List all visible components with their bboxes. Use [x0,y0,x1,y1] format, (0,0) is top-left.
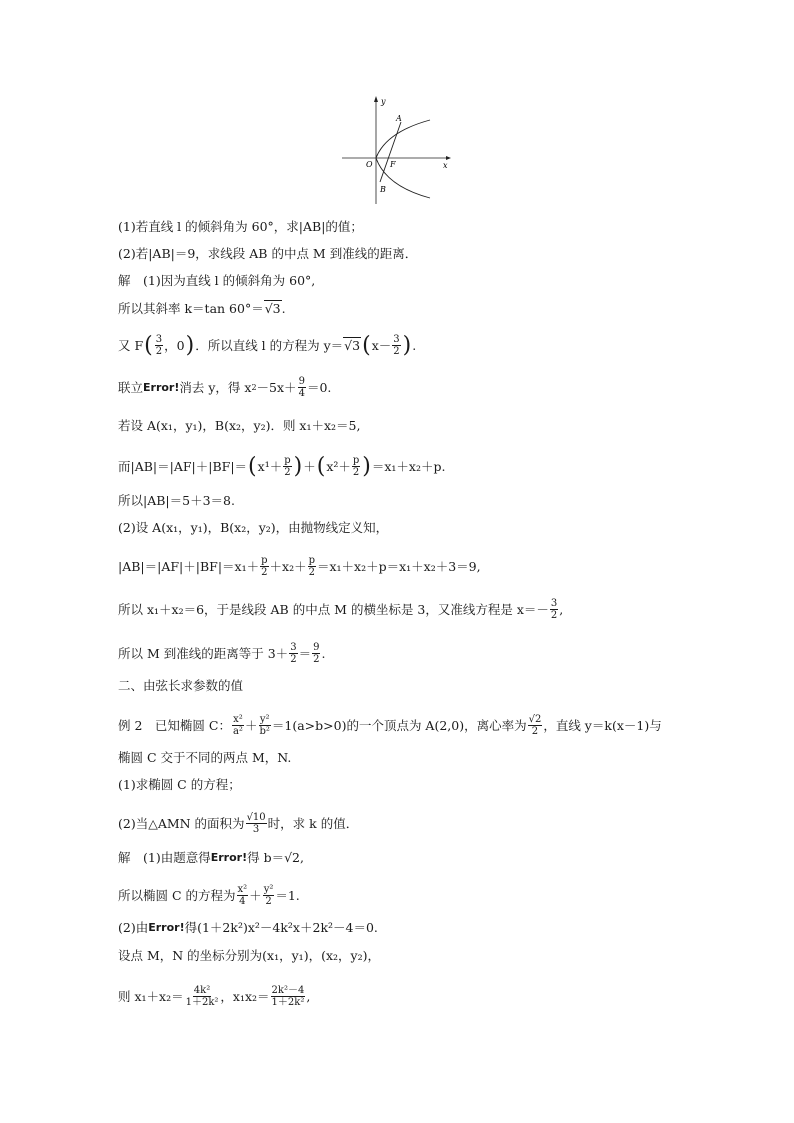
y-axis-arrow [374,96,378,102]
example-2-line-1: 例 2 已知椭圆 C： $\frac{\text{x²}}{\text{a²}}$ ＋ $\frac{\text{y²}}{\text{b²}}$ ＝1(a>b>0)的一个顶点为 A(2,0)，离心率为 $\frac{√2}{2}$ ，直线 y＝k(x－1)与 [118,714,662,737]
fraction: $\frac{3}{2}$ [155,334,163,357]
label-a: A [396,114,402,123]
solution-line-6: 而|AB|＝|AF|＋|BF|＝ ( x¹＋ $\frac{p}{2}$ ) ＋ ( x²＋ $\frac{p}{2}$ ) ＝x₁＋x₂＋p. [118,453,446,479]
fraction: $\frac{p}{2}$ [308,555,315,578]
fraction: $\frac{\text{x²}}{4}$ [237,884,248,907]
fraction: $\frac{\text{2k²－4}}{\text{1＋2k²}}$ [271,985,305,1008]
example-2-solution-5: 则 x₁＋x₂＝ $\frac{\text{4k²}}{\text{1＋2k²}}$ ，x₁x₂＝ $\frac{\text{2k²－4}}{\text{1＋2k²}}$ , [118,985,311,1008]
fraction: $\frac{√10}{3}$ [246,812,266,835]
error-field: Error! [143,380,180,394]
example-2-solution-1: 解 (1)由题意得 Error! 得 b＝√2, [118,850,304,865]
label-o: O [366,160,373,169]
fraction: $\frac{\text{4k²}}{\text{1＋2k²}}$ [185,985,219,1008]
solution-line-10: 所以 x₁＋x₂＝6，于是线段 AB 的中点 M 的横坐标是 3，又准线方程是 x＝－ $\frac{3}{2}$ , [118,598,564,621]
example-2-solution-4: 设点 M，N 的坐标分别为(x₁，y₁)，(x₂，y₂)， [118,948,380,963]
solution-line-1: 解 (1)因为直线 l 的倾斜角为 60°, [118,273,316,288]
example-2-question-1: (1)求椭圆 C 的方程； [118,777,241,792]
solution-line-3: 又 F ( $\frac{3}{2}$ ， 0 ) ．所以直线 l 的方程为 y＝ √3 ( x－ $\frac{3}{2}$ ) . [118,332,417,358]
solution-line-7: 所以|AB|＝5＋3＝8. [118,493,235,508]
solution-line-5: 若设 A(x₁，y₁)，B(x₂，y₂)．则 x₁＋x₂＝5, [118,418,361,433]
error-field: Error! [148,921,185,934]
fraction: $\frac{p}{2}$ [284,455,291,478]
section-heading-2: 二、由弦长求参数的值 [118,678,244,693]
fraction: $\frac{3}{2}$ [290,642,297,665]
question-1: (1)若直线 l 的倾斜角为 60°，求|AB|的值； [118,219,363,234]
fraction: $\frac{√2}{2}$ [528,714,542,737]
solution-line-4: 联立 Error! 消去 y，得 x 2 －5x＋ $\frac{9}{4}$ ＝0. [118,376,332,399]
error-field: Error! [210,851,248,864]
solution-line-9: |AB|＝|AF|＋|BF|＝x₁＋ $\frac{p}{2}$ ＋x₂＋ $\frac{p}{2}$ ＝x₁＋x₂＋p＝x₁＋x₂＋3＝9, [118,555,481,578]
question-2: (2)若|AB|＝9，求线段 AB 的中点 M 到准线的距离． [118,246,418,261]
fraction: $\frac{3}{2}$ [550,598,558,621]
chord-ab [380,122,401,182]
example-2-solution-3: (2)由 Error! 得(1＋2k²)x²－4k²x＋2k²－4＝0. [118,920,378,935]
label-b: B [380,185,386,194]
fraction: $\frac{3}{2}$ [393,334,400,357]
solution-line-11: 所以 M 到准线的距离等于 3＋ $\frac{3}{2}$ ＝ $\frac{9}{2}$ . [118,642,326,665]
example-2-line-2: 椭圆 C 交于不同的两点 M，N. [118,750,292,765]
solution-line-8: (2)设 A(x₁，y₁)，B(x₂，y₂)，由抛物线定义知， [118,520,389,535]
fraction: $\frac{p}{2}$ [261,555,268,578]
fraction: $\frac{\text{x²}}{\text{a²}}$ [232,714,243,737]
x-axis-arrow [446,156,451,160]
solution-line-2: 所以其斜率 k＝tan 60°＝ √3 . [118,300,286,316]
label-y: y [381,97,386,106]
example-2-question-2: (2)当△AMN 的面积为 $\frac{√10}{3}$ 时，求 k 的值． [118,812,359,835]
example-2-solution-2: 所以椭圆 C 的方程为 $\frac{\text{x²}}{4}$ ＋ $\frac{\text{y²}}{2}$ ＝1. [118,884,300,907]
fraction: $\frac{9}{2}$ [313,642,320,665]
fraction: $\frac{\text{y²}}{\text{b²}}$ [259,714,270,737]
label-x: x [443,161,448,170]
parabola-figure [338,94,456,206]
fraction: $\frac{p}{2}$ [352,455,360,478]
fraction: $\frac{9}{4}$ [298,376,305,399]
fraction: $\frac{\text{y²}}{2}$ [263,884,274,907]
label-f: F [390,160,396,169]
